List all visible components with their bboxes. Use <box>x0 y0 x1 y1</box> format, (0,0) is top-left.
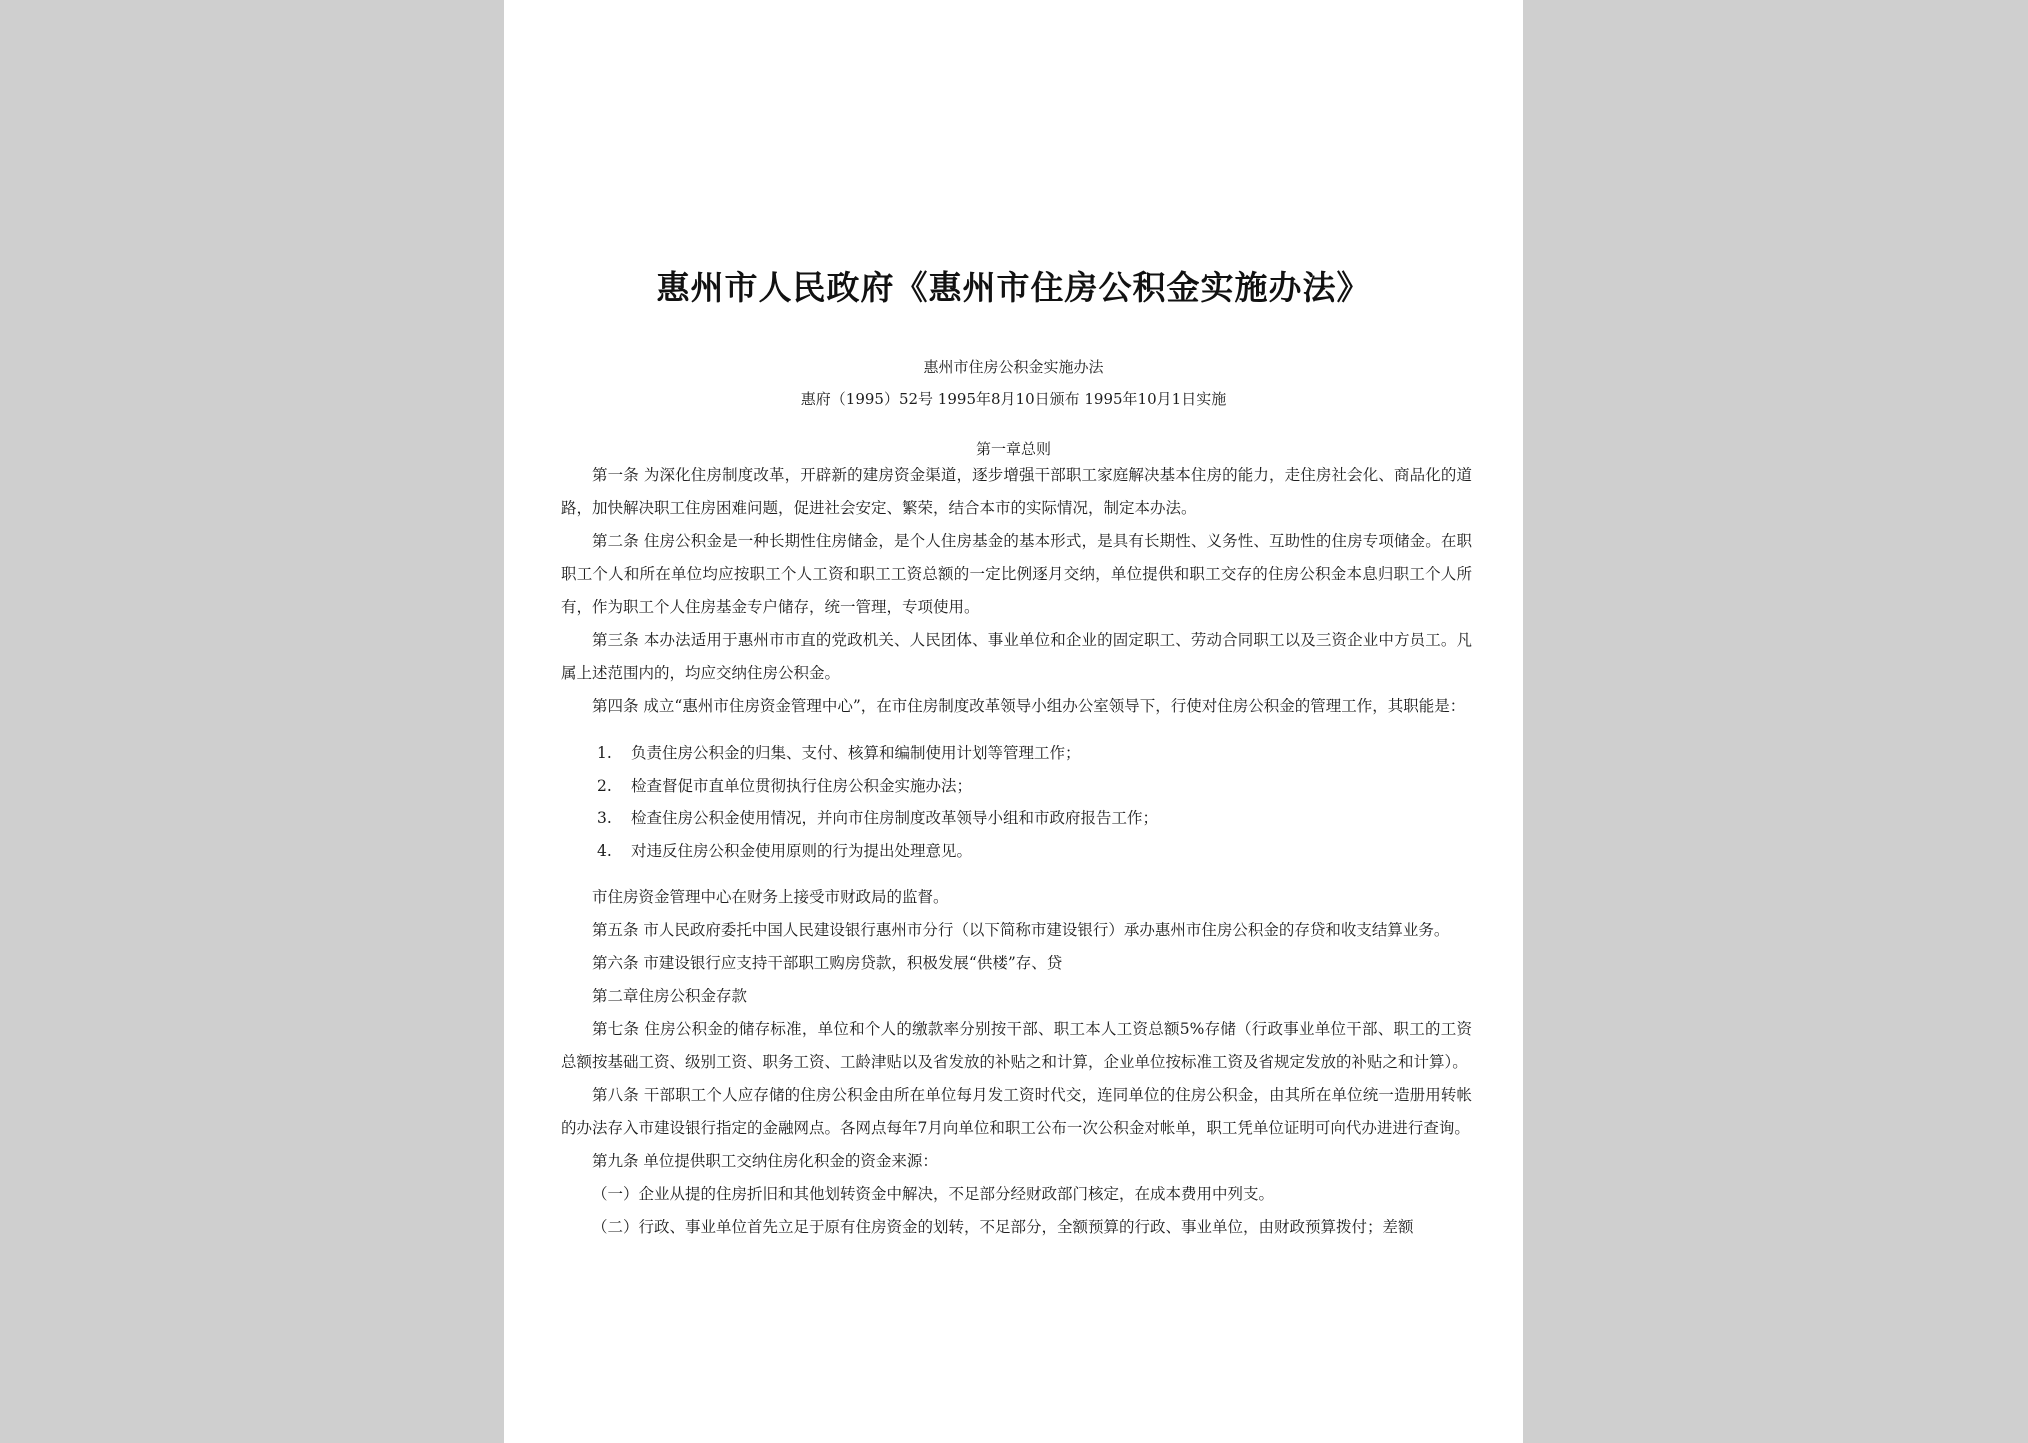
list-item-number: 2. <box>597 776 612 795</box>
document-page <box>504 0 1523 1443</box>
list-item <box>597 802 1472 835</box>
list-item-text: 负责住房公积金的归集、支付、核算和编制使用计划等管理工作； <box>631 744 1081 762</box>
list-item <box>597 737 1472 770</box>
list-item-text: 检查督促市直单位贯彻执行住房公积金实施办法； <box>631 776 973 795</box>
article-2: 第二条 住房公积金是一种长期性住房储金，是个人住房基金的基本形式，是具有长期性、义务性、互助性的住房专项储金。在职职工个人和所在单位均应按职工个人工资和职工工资总额的一定比例逐月交纳，单位提供和职工交存的住房公积金本息归职工个人所有，作为职工个人住房基金专户储存，统一管理，专项使用。 <box>561 532 1472 616</box>
article-9: 第九条 单位提供职工交纳住房化积金的资金来源： <box>592 1152 938 1170</box>
article-5: 第五条 市人民政府委托中国人民建设银行惠州市分行（以下简称市建设银行）承办惠州市住房公积金的存贷和收支结算业务。 <box>592 921 1450 939</box>
list-item-text: 检查住房公积金使用情况，并向市住房制度改革领导小组和市政府报告工作； <box>631 809 1159 827</box>
article-7: 第七条 住房公积金的储存标准，单位和个人的缴款率分别按干部、职工本人工资总额5%存储（行政事业单位干部、职工的工资总额按基础工资、级别工资、职务工资、工龄津贴以及省发放的补贴之和计算，企业单位按标准工资及省规定发放的补贴之和计算）。 <box>561 1020 1472 1071</box>
issue-info: 惠府（1995）52号 1995年8月10日颁布 1995年10月1日实施 <box>800 390 1227 408</box>
article-6: 第六条 市建设银行应支持干部职工购房贷款，积极发展“供楼”存、贷 <box>592 954 1063 972</box>
document-body <box>561 459 1472 1244</box>
article-9-item-1: （一）企业从提的住房折旧和其他划转资金中解决，不足部分经财政部门核定，在成本费用中列支。 <box>592 1185 1275 1203</box>
list-item-text: 对违反住房公积金使用原则的行为提出处理意见。 <box>631 841 973 860</box>
article-8: 第八条 干部职工个人应存储的住房公积金由所在单位每月发工资时代交，连同单位的住房公积金，由其所在单位统一造册用转帐的办法存入市建设银行指定的金融网点。各网点每年7月向单位和职工公布一次公积金对帐单，职工凭单位证明可向代办进进行查询。 <box>561 1086 1472 1137</box>
duties-list <box>561 737 1472 867</box>
list-item-number: 3. <box>597 809 612 827</box>
article-4: 第四条 成立“惠州市住房资金管理中心”，在市住房制度改革领导小组办公室领导下，行使对住房公积金的管理工作，其职能是： <box>592 697 1466 715</box>
chapter-1-heading: 第一章总则 <box>975 440 1051 458</box>
supervision-note: 市住房资金管理中心在财务上接受市财政局的监督。 <box>592 888 949 906</box>
list-item-number: 4. <box>597 841 612 860</box>
document-name: 惠州市住房公积金实施办法 <box>923 358 1104 376</box>
list-item <box>597 835 1472 868</box>
list-item <box>597 770 1472 803</box>
article-1: 第一条 为深化住房制度改革，开辟新的建房资金渠道，逐步增强干部职工家庭解决基本住房的能力，走住房社会化、商品化的道路，加快解决职工住房困难问题，促进社会安定、繁荣，结合本市的实际情况，制定本办法。 <box>561 466 1472 517</box>
chapter-2-heading: 第二章住房公积金存款 <box>592 987 748 1005</box>
article-9-item-2: （二）行政、事业单位首先立足于原有住房资金的划转，不足部分，全额预算的行政、事业单位，由财政预算拨付；差额 <box>592 1218 1414 1236</box>
list-item-number: 1. <box>597 744 612 762</box>
article-3: 第三条 本办法适用于惠州市市直的党政机关、人民团体、事业单位和企业的固定职工、劳动合同职工以及三资企业中方员工。凡属上述范围内的，均应交纳住房公积金。 <box>561 631 1472 682</box>
document-title: 惠州市人民政府《惠州市住房公积金实施办法》 <box>656 268 1371 307</box>
